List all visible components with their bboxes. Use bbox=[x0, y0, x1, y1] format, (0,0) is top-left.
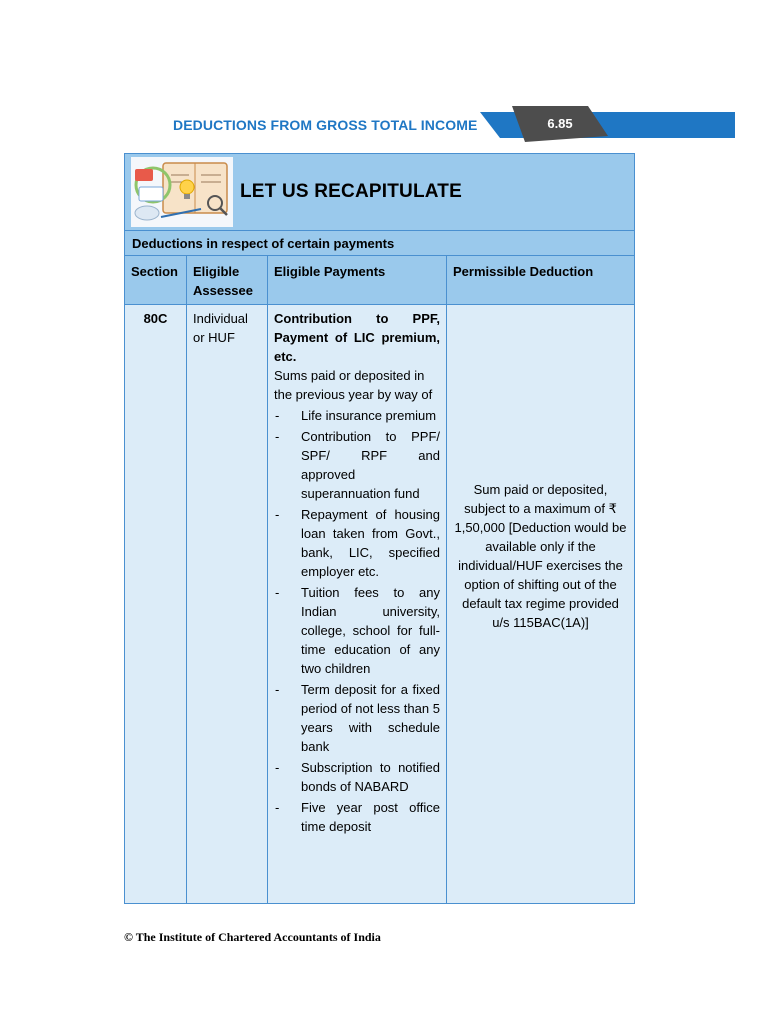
deduction-text: Sum paid or deposited, subject to a maximum of ₹ 1,50,000 [Deduction would be available only if the individual/HUF exercises the option of shifting out of the default tax regime provided u/s 115BAC(1A)] bbox=[454, 482, 627, 630]
deduction-cell bbox=[447, 305, 635, 904]
list-item: - Term deposit for a fixed period of not less than 5 years with schedule bank bbox=[274, 680, 440, 756]
copyright-footer: © The Institute of Chartered Accountants of India bbox=[124, 930, 381, 944]
table-row bbox=[125, 305, 635, 904]
payments-heading: Contribution to PPF, Payment of LIC premium, etc. bbox=[274, 311, 440, 364]
column-header-deduction: Permissible Deduction bbox=[447, 256, 635, 305]
recap-title: LET US RECAPITULATE bbox=[240, 181, 462, 202]
header-band-graphic bbox=[0, 100, 768, 148]
payments-list bbox=[274, 406, 440, 836]
page-number: 6.85 bbox=[547, 116, 573, 131]
column-header-section: Section bbox=[125, 256, 187, 305]
subheading: Deductions in respect of certain payments bbox=[125, 231, 635, 256]
list-item: - Repayment of housing loan taken from Govt., bank, LIC, specified employer etc. bbox=[274, 505, 440, 581]
list-item: - Five year post office time deposit bbox=[274, 798, 440, 836]
payments-intro: Sums paid or deposited in the previous year by way of bbox=[274, 368, 433, 402]
recap-table bbox=[124, 153, 635, 904]
payments-cell bbox=[268, 305, 447, 904]
column-header-payments: Eligible Payments bbox=[268, 256, 447, 305]
chapter-title: DEDUCTIONS FROM GROSS TOTAL INCOME bbox=[173, 117, 478, 133]
assessee-cell: Individual or HUF bbox=[187, 305, 268, 904]
column-header-assessee: Eligible Assessee bbox=[187, 256, 268, 305]
list-item: - Contribution to PPF/ SPF/ RPF and approved superannuation fund bbox=[274, 427, 440, 503]
list-item: - Tuition fees to any Indian university, college, school for full-time education of any two children bbox=[274, 583, 440, 678]
list-item: - Life insurance premium bbox=[274, 406, 440, 425]
recap-title-bar bbox=[125, 154, 635, 231]
section-cell: 80C bbox=[125, 305, 187, 904]
list-item: - Subscription to notified bonds of NABARD bbox=[274, 758, 440, 796]
notebook-ideas-illustration bbox=[131, 157, 233, 227]
